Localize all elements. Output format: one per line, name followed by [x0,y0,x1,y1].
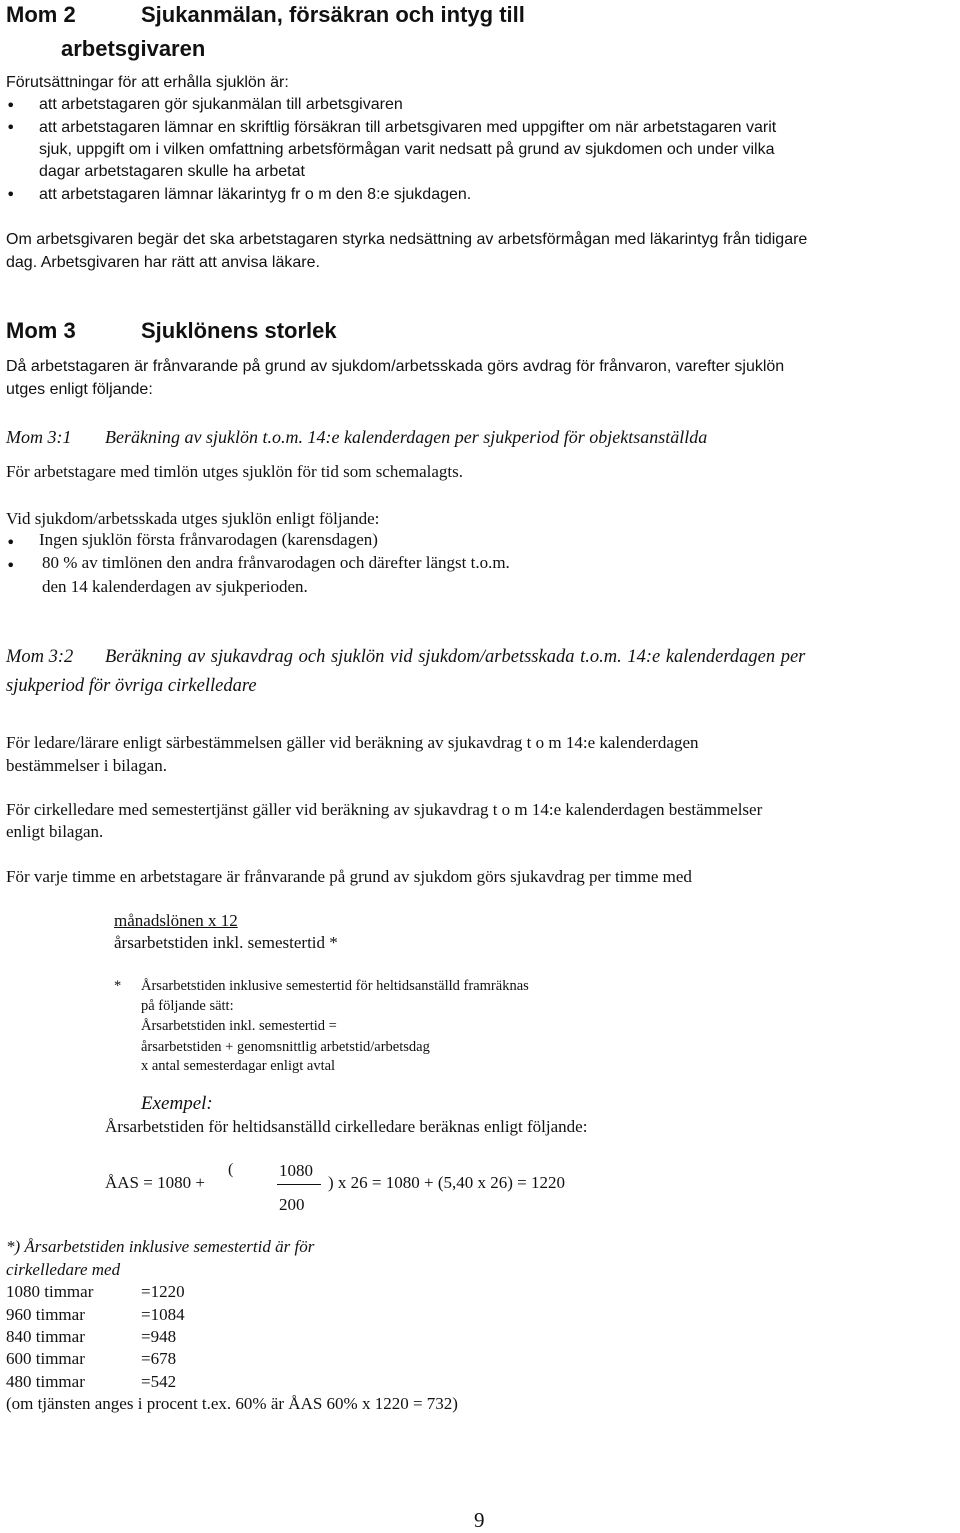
hours-table-row-4-label: 600 timmar [6,1349,85,1368]
mom3-2-para3: För varje timme en arbetstagare är frånvarande på grund av sjukdom görs sjukavdrag per timme med [6,867,692,886]
bullet-marker: • [6,118,16,137]
section-title-mom3-1: Beräkning av sjuklön t.o.m. 14:e kalenderdagen per sjukperiod för objektsanställda [105,427,708,447]
section-title-mom3-2-line2: sjukperiod för övriga cirkelledare [6,676,257,696]
hours-table-row-5-value: =542 [141,1372,177,1391]
mom2-intro: Förutsättningar för att erhålla sjuklön är: [6,74,289,91]
mom2-paragraph-line2: dag. Arbetsgivaren har rätt att anvisa läkare. [6,254,320,271]
fraction-numerator: månadslönen x 12 [114,911,238,930]
hours-table-row-5-label: 480 timmar [6,1372,85,1391]
mom2-paragraph-line1: Om arbetsgivaren begär det ska arbetstagaren styrka nedsättning av arbetsförmågan med läkarintyg från tidigare [6,231,808,248]
footnote-line2: cirkelledare med [6,1260,121,1279]
bullet-marker: • [6,533,16,552]
example-text: Årsarbetstiden för heltidsanställd cirkelledare beräknas enligt följande: [105,1117,588,1136]
fraction-denominator: årsarbetstiden inkl. semestertid * [114,933,338,952]
footnote-line1: *) Årsarbetstiden inklusive semestertid är för [6,1237,315,1256]
bullet-marker: • [6,556,16,575]
section-title-mom3-2-line1: Beräkning av sjukavdrag och sjuklön vid sjukdom/arbetsskada t.o.m. 14:e kalenderdagen per [105,647,806,667]
section-title-mom2-line2: arbetsgivaren [61,36,206,61]
mom2-bullet-3: att arbetstagaren lämnar läkarintyg fr o m den 8:e sjukdagen. [39,186,472,203]
mom3-1-line1: För arbetstagare med timlön utges sjuklön för tid som schemalagts. [6,462,464,481]
bullet-marker: • [6,96,16,115]
section-title-mom2-line1: Sjukanmälan, försäkran och intyg till [141,2,525,27]
hours-table-row-2-label: 960 timmar [6,1305,85,1324]
hours-table-row-3-label: 840 timmar [6,1327,85,1346]
hours-table-row-1-label: 1080 timmar [6,1282,94,1301]
hours-table-row-2-value: =1084 [141,1305,185,1324]
mom3-2-para2-line1: För cirkelledare med semestertjänst gäller vid beräkning av sjukavdrag t o m 14:e kalenderdagen bestämmelser [6,800,763,819]
mom2-bullet-2-line2: sjuk, uppgift om i vilken omfattning arbetsförmågan varit nedsatt på grund av sjukdomen och under vilka [39,141,775,158]
formula-denominator: 200 [279,1195,305,1214]
mom3-2-para2-line2: enligt bilagan. [6,822,104,841]
percent-note: (om tjänsten anges i procent t.ex. 60% är ÅAS 60% x 1220 = 732) [6,1394,458,1413]
page-number: 9 [474,1508,485,1532]
mom2-bullet-2-line3: dagar arbetstagaren skulle ha arbetat [39,163,305,180]
note-line-4: årsarbetstiden + genomsnittlig arbetstid/arbetsdag [141,1039,430,1055]
mom3-1-bullet-2-line1: 80 % av timlönen den andra frånvarodagen och därefter längst t.o.m. [42,553,510,572]
note-line-2: på följande sätt: [141,998,234,1014]
hours-table-row-3-value: =948 [141,1327,177,1346]
hours-table-row-1-value: =1220 [141,1282,185,1301]
note-line-5: x antal semesterdagar enligt avtal [141,1058,336,1074]
mom3-2-para1-line2: bestämmelser i bilagan. [6,756,167,775]
formula-fraction-bar [277,1184,321,1185]
mom3-1-line2: Vid sjukdom/arbetsskada utges sjuklön enligt följande: [6,509,380,528]
note-asterisk: * [114,978,122,994]
hours-table-row-4-value: =678 [141,1349,177,1368]
note-line-1: Årsarbetstiden inklusive semestertid för heltidsanställd framräknas [141,978,529,994]
section-number-mom3-1: Mom 3:1 [6,427,72,447]
example-label: Exempel: [141,1093,213,1114]
mom2-bullet-2-line1: att arbetstagaren lämnar en skriftlig försäkran till arbetsgivaren med uppgifter om när arbetstagaren varit [39,119,777,136]
note-line-3: Årsarbetstiden inkl. semestertid = [141,1018,337,1034]
section-number-mom3-2: Mom 3:2 [6,647,74,667]
section-number-mom2: Mom 2 [6,2,76,27]
mom3-2-para1-line1: För ledare/lärare enligt särbestämmelsen gäller vid beräkning av sjukavdrag t o m 14:e kalenderdagen [6,733,699,752]
formula-numerator: 1080 [279,1161,313,1180]
section-title-mom3: Sjuklönens storlek [141,318,337,343]
bullet-marker: • [6,185,16,204]
mom3-intro-line1: Då arbetstagaren är frånvarande på grund av sjukdom/arbetsskada görs avdrag för frånvaron, varefter sjuklön [6,358,785,375]
mom2-bullet-1: att arbetstagaren gör sjukanmälan till arbetsgivaren [39,96,403,113]
mom3-1-bullet-1: Ingen sjuklön första frånvarodagen (karensdagen) [39,530,378,549]
formula-paren: ( [228,1161,234,1178]
mom3-1-bullet-2-line2: den 14 kalenderdagen av sjukperioden. [42,577,308,596]
formula-right: ) x 26 = 1080 + (5,40 x 26) = 1220 [328,1173,565,1192]
formula-left: ÅAS = 1080 + [105,1173,205,1192]
mom3-intro-line2: utges enligt följande: [6,381,153,398]
section-number-mom3: Mom 3 [6,318,76,343]
